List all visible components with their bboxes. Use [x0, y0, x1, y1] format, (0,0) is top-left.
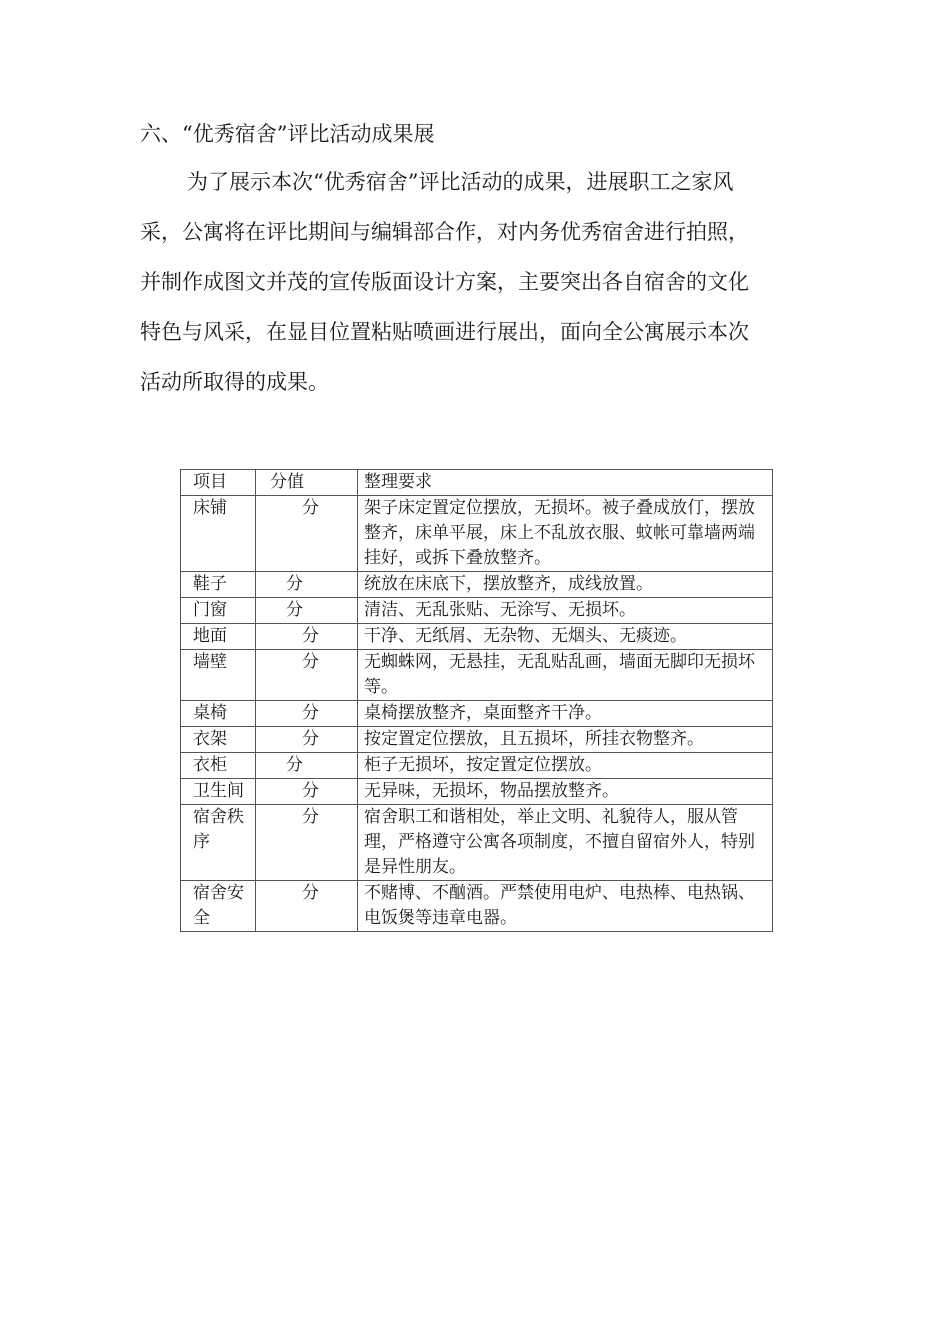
table-header-row: [181, 470, 773, 496]
header-item: 项目: [181, 470, 256, 496]
row-score: 分: [256, 753, 358, 779]
row-requirement: 宿舍职工和谐相处，举止文明、礼貌待人，服从管理，严格遵守公寓各项制度，不擅自留宿外人，特别是异性朋友。: [358, 805, 773, 881]
row-score: 分: [256, 598, 358, 624]
table-row: [181, 598, 773, 624]
paragraph-line: 活动所取得的成果。: [140, 370, 329, 394]
row-item: 地面: [181, 624, 256, 650]
scoring-table: [180, 469, 773, 932]
row-item: 桌椅: [181, 701, 256, 727]
paragraph-line: 并制作成图文并茂的宣传版面设计方案，主要突出各自宿舍的文化: [140, 270, 749, 294]
table-row: [181, 701, 773, 727]
row-score: 分: [256, 779, 358, 805]
row-score: 分: [256, 650, 358, 701]
row-item: 衣柜: [181, 753, 256, 779]
row-item: 卫生间: [181, 779, 256, 805]
row-requirement: 无蜘蛛网，无悬挂，无乱贴乱画，墙面无脚印无损坏等。: [358, 650, 773, 701]
row-score: 分: [256, 572, 358, 598]
header-requirement: 整理要求: [358, 470, 773, 496]
row-item: 宿舍秩序: [181, 805, 256, 881]
row-requirement: 无异味，无损坏，物品摆放整齐。: [358, 779, 773, 805]
row-item: 宿舍安全: [181, 881, 256, 932]
paragraph-line: 特色与风采，在显目位置粘贴喷画进行展出，面向全公寓展示本次: [140, 320, 749, 344]
row-score: 分: [256, 624, 358, 650]
row-item: 门窗: [181, 598, 256, 624]
row-item: 衣架: [181, 727, 256, 753]
row-requirement: 不赌博、不酗酒。严禁使用电炉、电热棒、电热锅、电饭煲等违章电器。: [358, 881, 773, 932]
row-score: 分: [256, 496, 358, 572]
row-requirement: 按定置定位摆放，且五损坏，所挂衣物整齐。: [358, 727, 773, 753]
row-score: 分: [256, 881, 358, 932]
row-requirement: 清洁、无乱张贴、无涂写、无损坏。: [358, 598, 773, 624]
row-score: 分: [256, 727, 358, 753]
table-row: [181, 805, 773, 881]
row-score: 分: [256, 805, 358, 881]
paragraph-line: 为了展示本次“优秀宿舍”评比活动的成果，进展职工之家风: [187, 170, 734, 194]
row-item: 鞋子: [181, 572, 256, 598]
table-row: [181, 881, 773, 932]
row-requirement: 统放在床底下，摆放整齐，成线放置。: [358, 572, 773, 598]
table-row: [181, 496, 773, 572]
row-requirement: 架子床定置定位摆放，无损坏。被子叠成放仃，摆放整齐，床单平展，床上不乱放衣服、蚊帐可靠墙两端挂好，或拆下叠放整齐。: [358, 496, 773, 572]
table-row: [181, 624, 773, 650]
row-requirement: 桌椅摆放整齐，桌面整齐干净。: [358, 701, 773, 727]
row-score: 分: [256, 701, 358, 727]
row-item: 墙壁: [181, 650, 256, 701]
section-heading: 六、“优秀宿舍”评比活动成果展: [140, 122, 435, 146]
table-row: [181, 572, 773, 598]
row-requirement: 柜子无损坏，按定置定位摆放。: [358, 753, 773, 779]
row-item: 床铺: [181, 496, 256, 572]
table-row: [181, 753, 773, 779]
row-requirement: 干净、无纸屑、无杂物、无烟头、无痰迹。: [358, 624, 773, 650]
table-row: [181, 727, 773, 753]
header-score: 分值: [256, 470, 358, 496]
paragraph-line: 采，公寓将在评比期间与编辑部合作，对内务优秀宿舍进行拍照，: [140, 220, 749, 244]
table-row: [181, 779, 773, 805]
table-row: [181, 650, 773, 701]
